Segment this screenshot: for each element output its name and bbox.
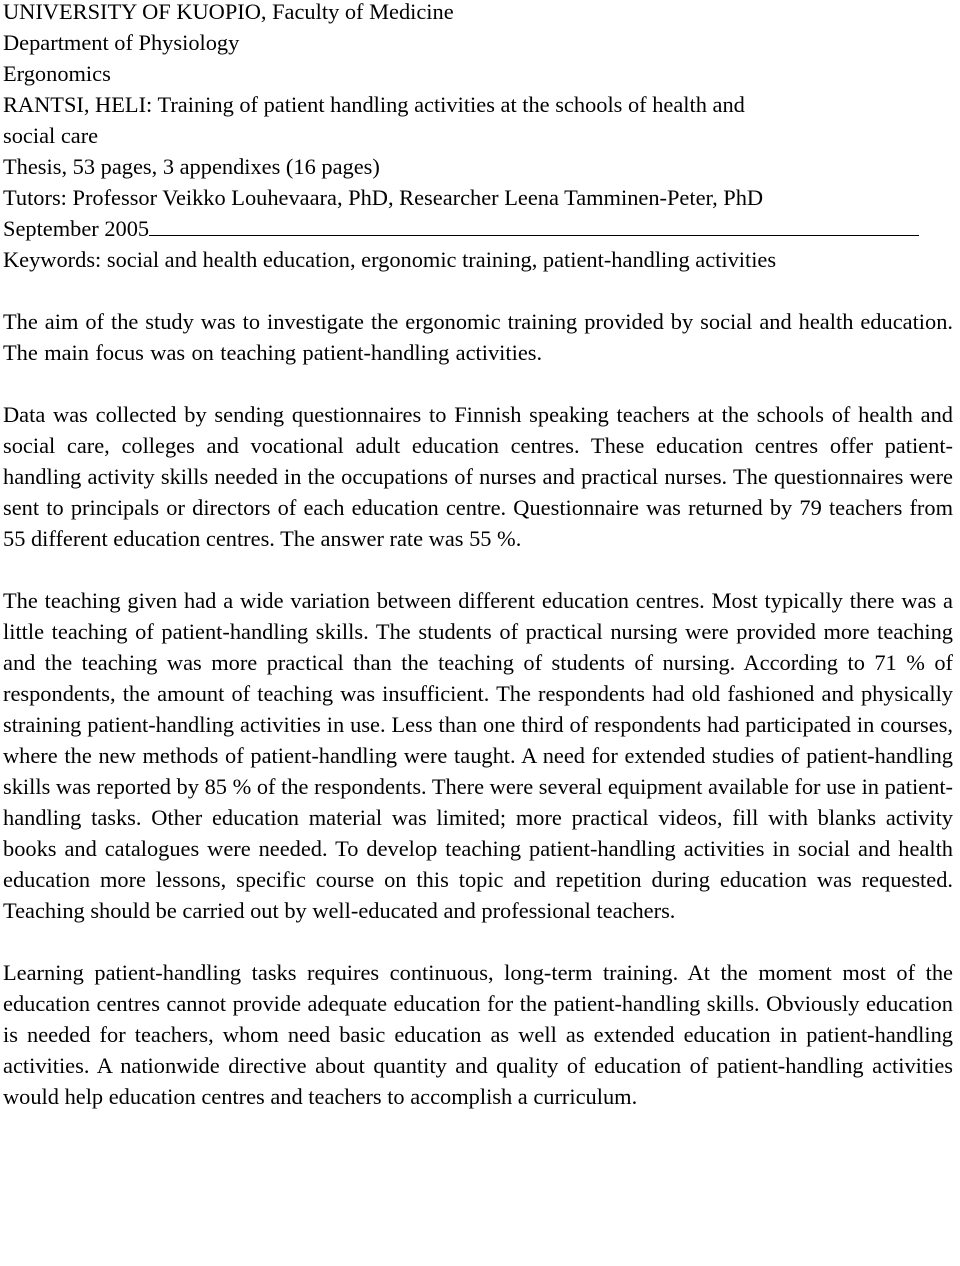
tutors: Tutors: Professor Veikko Louhevaara, PhD, Researcher Leena Tamminen-Peter, PhD [3,185,764,210]
abstract-paragraph: Learning patient-handling tasks requires continuous, long-term training. At the moment most of the education centres cannot provide adequate education for the patient-handling skills. Obviously education is needed for teachers, whom need basic education as well as extended education in patient-handling activities. A nationwide directive about quantity and quality of education of patient-handling activities would help education centres and teachers to accomplish a curriculum. [3,960,953,1109]
document-page [3,0,953,1112]
paragraph-gap [3,554,953,585]
abstract-paragraph: Data was collected by sending questionnaires to Finnish speaking teachers at the schools of health and social care, colleges and vocational adult education centres. These education centres offer patient-handling activity skills needed in the occupations of nurses and practical nurses. The questionnaires were sent to principals or directors of each education centre. Questionnaire was returned by 79 teachers from 55 different education centres. The answer rate was 55 %. [3,402,953,551]
header-rule [149,234,919,236]
paragraph-gap [3,368,953,399]
thesis-date: September 2005 [3,216,150,241]
abstract-paragraph: The aim of the study was to investigate the ergonomic training provided by social and health education. The main focus was on teaching patient-handling activities. [3,309,953,365]
department: Department of Physiology [3,30,240,55]
abstract-paragraph: The teaching given had a wide variation between different education centres. Most typically there was a little teaching of patient-handling skills. The students of practical nursing were provided more teaching and the teaching was more practical than the teaching of students of nursing. According to 71 % of respondents, the amount of teaching was insufficient. The respondents had old fashioned and physically straining patient-handling activities in use. Less than one third of respondents had participated in courses, where the new methods of patient-handling were taught. A need for extended studies of patient-handling skills was reported by 85 % of the respondents. There were several equipment available for use in patient-handling tasks. Other education material was limited; more practical videos, fill with blanks activity books and catalogues were needed. To develop teaching patient-handling activities in social and health education more lessons, specific course on this topic and repetition during education was requested. Teaching should be carried out by well-educated and professional teachers. [3,588,953,923]
abstract-body [3,306,953,1112]
thesis-header [3,0,953,275]
thesis-info: Thesis, 53 pages, 3 appendixes (16 pages) [3,154,380,179]
subject: Ergonomics [3,61,111,86]
author-title-continued: social care [3,123,99,148]
keywords: Keywords: social and health education, ergonomic training, patient-handling activities [3,247,777,272]
paragraph-gap [3,926,953,957]
author-title: RANTSI, HELI: Training of patient handling activities at the schools of health and [3,92,745,117]
date-line [3,213,953,244]
university-faculty: UNIVERSITY OF KUOPIO, Faculty of Medicine [3,0,454,24]
